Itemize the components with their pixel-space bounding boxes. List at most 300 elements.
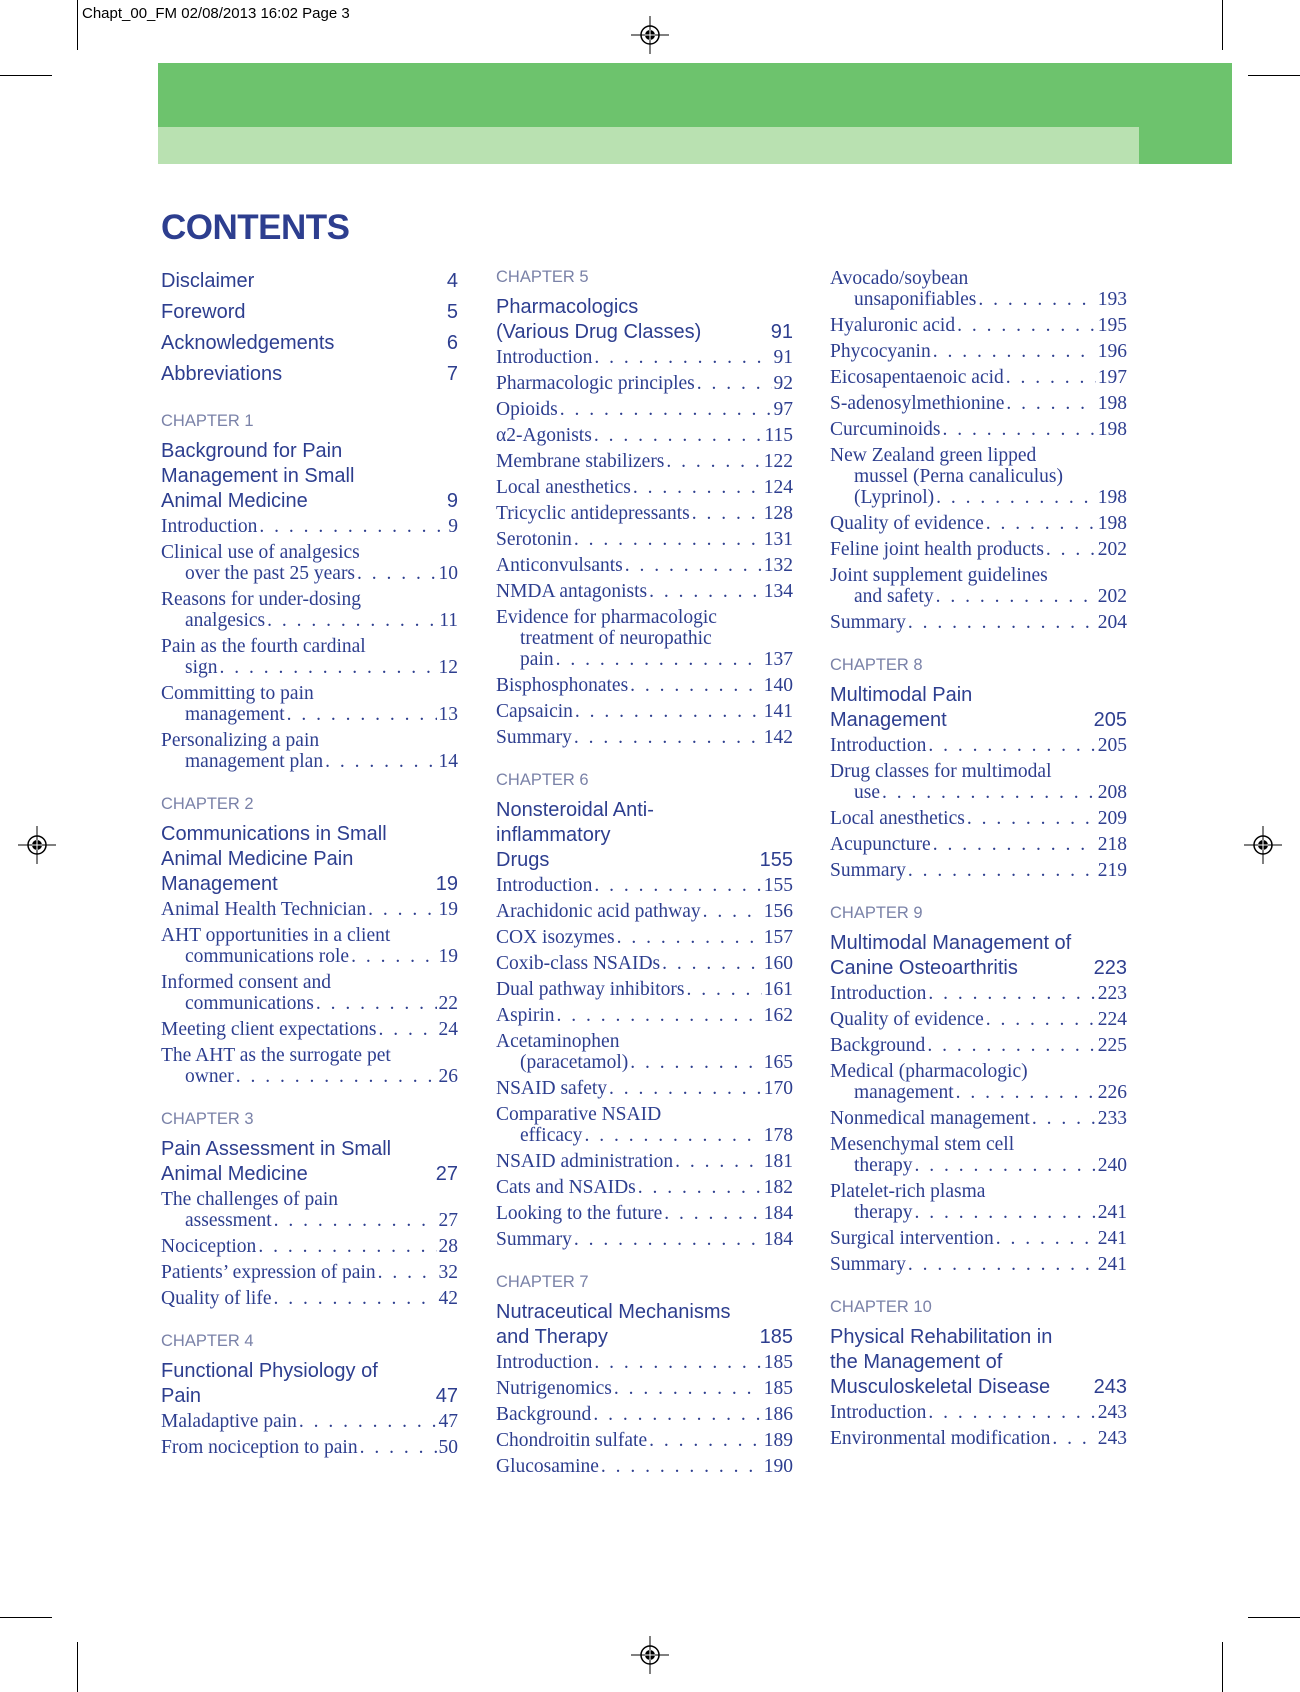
- toc-entry-line: [496, 1404, 793, 1425]
- toc-page-number: 9: [448, 516, 458, 537]
- toc-entry-text: Chondroitin sulfate: [496, 1430, 648, 1451]
- toc-entry-line: [496, 875, 793, 896]
- toc-entry: [830, 339, 1127, 365]
- toc-entry: [496, 1402, 793, 1428]
- toc-page-number: 26: [438, 1066, 458, 1087]
- chapter-page-number: 27: [435, 1163, 458, 1185]
- toc-page-number: 47: [438, 1411, 458, 1432]
- dot-leader: [908, 612, 1096, 633]
- chapter-title: [830, 931, 1127, 981]
- toc-entry-text: Introduction: [161, 516, 258, 537]
- toc-entry: [161, 514, 458, 540]
- toc-entry-text: S-adenosylmethionine: [830, 393, 1005, 414]
- chapter-title: [830, 683, 1127, 733]
- toc-entry-text: Summary: [830, 1254, 906, 1275]
- toc-entry: [496, 345, 793, 371]
- toc-entry-text: Introduction: [830, 983, 927, 1004]
- dot-leader: [956, 1082, 1096, 1103]
- toc-page-number: 124: [763, 477, 793, 498]
- registration-mark-icon: [1244, 826, 1282, 864]
- toc-page-number: 13: [438, 704, 458, 725]
- toc-entry-text: Local anesthetics: [830, 808, 965, 829]
- toc-entry-line: [830, 1061, 1127, 1082]
- front-matter-item: [161, 266, 458, 297]
- chapter-title-line: and Therapy: [496, 1326, 608, 1348]
- chapter-title-line: Animal Medicine: [161, 1163, 308, 1185]
- toc-entry-line: [161, 704, 458, 725]
- toc-page-number: 185: [763, 1378, 793, 1399]
- toc-entry: [496, 371, 793, 397]
- toc-entry-text: Introduction: [496, 1352, 593, 1373]
- toc-entry-line: [496, 477, 793, 498]
- toc-entry-line: [496, 503, 793, 524]
- toc-page-number: 165: [763, 1052, 793, 1073]
- toc-entry-text: Nociception: [161, 1236, 257, 1257]
- dot-leader: [236, 1066, 437, 1087]
- toc-entry-text: COX isozymes: [496, 927, 615, 948]
- toc-entry: [161, 1286, 458, 1312]
- toc-page-number: 170: [763, 1078, 793, 1099]
- toc-entry: [496, 699, 793, 725]
- toc-entry: [496, 1201, 793, 1227]
- toc-entry-text: Bisphosphonates: [496, 675, 629, 696]
- toc-entry-line: [830, 612, 1127, 633]
- toc-entry: [161, 728, 458, 775]
- front-matter-page: 6: [446, 332, 458, 354]
- crop-mark: [1248, 1617, 1300, 1618]
- toc-entry-line: [496, 399, 793, 420]
- chapter-section: [830, 1296, 1127, 1452]
- toc-entry-line: [496, 727, 793, 748]
- chapter-title-line: Nonsteroidal Anti-inflammatory: [496, 799, 654, 846]
- toc-entry-line: [830, 834, 1127, 855]
- dot-leader: [649, 581, 762, 602]
- front-matter-item: [161, 328, 458, 359]
- toc-entry-text: Evidence for pharmacologic: [496, 607, 717, 628]
- chapter-section: [161, 793, 458, 1090]
- toc-entry-text: Background: [830, 1035, 926, 1056]
- toc-entry-line: [161, 730, 458, 751]
- toc-entry: [830, 1106, 1127, 1132]
- toc-entry: [161, 634, 458, 681]
- chapter-label: CHAPTER 6: [496, 771, 589, 789]
- toc-page-number: 24: [438, 1019, 458, 1040]
- dot-leader: [325, 751, 436, 772]
- toc-entry-text: communications: [185, 993, 314, 1014]
- toc-entry: [496, 1029, 793, 1076]
- dot-leader: [697, 373, 772, 394]
- toc-entry: [496, 1350, 793, 1376]
- toc-entry-line: [496, 529, 793, 550]
- toc-entry-line: [496, 1052, 793, 1073]
- toc-entry-line: [161, 1066, 458, 1087]
- dot-leader: [351, 946, 436, 967]
- toc-entry-line: [830, 782, 1127, 803]
- toc-entry-line: [496, 628, 793, 649]
- toc-entry-text: Hyaluronic acid: [830, 315, 956, 336]
- toc-entry-text: Nutrigenomics: [496, 1378, 612, 1399]
- chapter-section: [830, 654, 1127, 884]
- chapter-section: [161, 1108, 458, 1312]
- dot-leader: [908, 1254, 1096, 1275]
- toc-page-number: 27: [438, 1210, 458, 1231]
- toc-entry-text: Quality of life: [161, 1288, 272, 1309]
- dot-leader: [649, 1430, 762, 1451]
- toc-entry-text: efficacy: [520, 1125, 583, 1146]
- front-matter-label: Acknowledgements: [161, 332, 335, 354]
- dot-leader: [914, 1202, 1095, 1223]
- toc-entry: [830, 759, 1127, 806]
- toc-entry: [830, 1132, 1127, 1179]
- toc-entry: [161, 1187, 458, 1234]
- chapter-section: [496, 1271, 793, 1480]
- toc-page-number: 209: [1097, 808, 1127, 829]
- chapter-title-line: Management: [161, 873, 278, 895]
- chapter-section: [830, 902, 1127, 1278]
- chapter-label: CHAPTER 3: [161, 1110, 254, 1128]
- toc-page-number: 225: [1097, 1035, 1127, 1056]
- toc-entry-text: unsaponifiables: [854, 289, 977, 310]
- toc-entry-text: therapy: [854, 1155, 913, 1176]
- toc-entry: [496, 1102, 793, 1149]
- dot-leader: [1006, 367, 1096, 388]
- dot-leader: [601, 1456, 762, 1477]
- toc-entry-line: [496, 979, 793, 1000]
- toc-entry-text: The challenges of pain: [161, 1189, 339, 1210]
- chapter-label: CHAPTER 10: [830, 1298, 932, 1316]
- toc-page-number: 184: [763, 1203, 793, 1224]
- toc-entry-text: Dual pathway inhibitors: [496, 979, 685, 1000]
- toc-entry: [496, 423, 793, 449]
- dot-leader: [368, 899, 436, 920]
- toc-entry-text: The AHT as the surrogate pet: [161, 1045, 391, 1066]
- toc-entry: [830, 1179, 1127, 1226]
- toc-page-number: 241: [1097, 1202, 1127, 1223]
- page-title: CONTENTS: [161, 208, 350, 247]
- dot-leader: [664, 1203, 761, 1224]
- toc-entry: [161, 1409, 458, 1435]
- toc-entry: [496, 527, 793, 553]
- toc-page-number: 132: [763, 555, 793, 576]
- toc-page-number: 241: [1097, 1228, 1127, 1249]
- toc-entry-line: [830, 1254, 1127, 1275]
- toc-entry-text: Comparative NSAID: [496, 1104, 662, 1125]
- toc-entry-text: (Lyprinol): [854, 487, 935, 508]
- toc-entry-text: Summary: [496, 727, 572, 748]
- toc-page-number: 224: [1097, 1009, 1127, 1030]
- toc-entry-line: [496, 701, 793, 722]
- dot-leader: [986, 1009, 1096, 1030]
- chapter-title-line: Animal Medicine: [161, 490, 308, 512]
- dot-leader: [220, 657, 437, 678]
- toc-entry-line: [830, 1082, 1127, 1103]
- toc-entry-line: [496, 1151, 793, 1172]
- toc-entry-line: [496, 675, 793, 696]
- toc-entry-line: [496, 1125, 793, 1146]
- dot-leader: [662, 953, 762, 974]
- toc-entry-text: pain: [520, 649, 554, 670]
- toc-entry-text: Mesenchymal stem cell: [830, 1134, 1015, 1155]
- toc-entry-line: [830, 1155, 1127, 1176]
- toc-entry-line: [496, 1378, 793, 1399]
- toc-entry: [161, 1043, 458, 1090]
- toc-entry: [830, 733, 1127, 759]
- toc-page-number: 160: [763, 953, 793, 974]
- toc-page-number: 92: [773, 373, 793, 394]
- dot-leader: [686, 979, 761, 1000]
- toc-entry-text: Local anesthetics: [496, 477, 631, 498]
- chapter-title-line: Drugs: [496, 849, 550, 871]
- toc-entry-line: [161, 1019, 458, 1040]
- toc-entry: [496, 673, 793, 699]
- toc-entry-line: [161, 589, 458, 610]
- toc-entry-text: Introduction: [830, 735, 927, 756]
- toc-page-number: 198: [1097, 513, 1127, 534]
- header-band-inner: [158, 127, 1139, 164]
- chapter-title-line: Pain: [161, 1385, 202, 1407]
- toc-entry: [830, 511, 1127, 537]
- toc-entry-line: [830, 565, 1127, 586]
- dot-leader: [638, 1177, 762, 1198]
- toc-entry: [496, 1454, 793, 1480]
- crop-mark: [0, 1617, 52, 1618]
- chapter-label: CHAPTER 9: [830, 904, 923, 922]
- dot-leader: [594, 347, 771, 368]
- chapter-title: [496, 1300, 793, 1350]
- chapter-title-line: Pharmacologics: [496, 296, 639, 318]
- toc-page-number: 184: [763, 1229, 793, 1250]
- chapter-label: CHAPTER 2: [161, 795, 254, 813]
- dot-leader: [625, 555, 762, 576]
- toc-entry-text: Acetaminophen: [496, 1031, 620, 1052]
- toc-entry-text: Eicosapentaenoic acid: [830, 367, 1004, 388]
- dot-leader: [274, 1210, 437, 1231]
- dot-leader: [299, 1411, 437, 1432]
- toc-entry: [496, 725, 793, 751]
- toc-page-number: 140: [763, 675, 793, 696]
- toc-entry: [830, 1400, 1127, 1426]
- front-matter-item: [161, 297, 458, 328]
- toc-entry-text: Meeting client expectations: [161, 1019, 377, 1040]
- chapter-page-number: 19: [435, 873, 458, 895]
- toc-entry-text: Environmental modification: [830, 1428, 1051, 1449]
- toc-page-number: 185: [763, 1352, 793, 1373]
- toc-entry-text: Quality of evidence: [830, 1009, 984, 1030]
- chapter-section: [496, 769, 793, 1253]
- dot-leader: [617, 927, 762, 948]
- toc-entry-text: Looking to the future: [496, 1203, 663, 1224]
- toc-entry-line: [496, 373, 793, 394]
- toc-entry: [161, 897, 458, 923]
- toc-entry-text: Personalizing a pain: [161, 730, 320, 751]
- toc-entry-line: [830, 1428, 1127, 1449]
- chapter-title: [161, 1359, 458, 1409]
- toc-entry-text: Introduction: [496, 875, 593, 896]
- toc-entry-line: [161, 993, 458, 1014]
- dot-leader: [575, 701, 762, 722]
- crop-mark: [1248, 75, 1300, 76]
- toc-entry-text: Reasons for under-dosing: [161, 589, 361, 610]
- toc-entry-line: [830, 1009, 1127, 1030]
- dot-leader: [633, 477, 762, 498]
- chapter-title-line: the Management of: [830, 1351, 1003, 1373]
- chapter-page-number: 47: [435, 1385, 458, 1407]
- toc-entry-text: Phycocyanin: [830, 341, 931, 362]
- dot-leader: [594, 1352, 761, 1373]
- dot-leader: [379, 1019, 437, 1040]
- chapter-title-line: Management in Small: [161, 465, 355, 487]
- dot-leader: [614, 1378, 762, 1399]
- toc-entry-line: [496, 607, 793, 628]
- toc-entry-text: management plan: [185, 751, 324, 772]
- chapter-title-line: Musculoskeletal Disease: [830, 1376, 1051, 1398]
- toc-entry-text: Introduction: [830, 1402, 927, 1423]
- toc-entry-line: [161, 1210, 458, 1231]
- dot-leader: [560, 399, 772, 420]
- dot-leader: [927, 1035, 1095, 1056]
- toc-entry-line: [830, 1202, 1127, 1223]
- toc-page-number: 243: [1097, 1428, 1127, 1449]
- toc-entry: [830, 981, 1127, 1007]
- chapter-title-line: Nutraceutical Mechanisms: [496, 1301, 731, 1323]
- toc-page-number: 186: [763, 1404, 793, 1425]
- toc-page-number: 205: [1097, 735, 1127, 756]
- toc-page-number: 32: [438, 1262, 458, 1283]
- toc-entry-text: Acupuncture: [830, 834, 931, 855]
- toc-entry: [496, 1428, 793, 1454]
- dot-leader: [574, 529, 762, 550]
- toc-entry-line: [161, 636, 458, 657]
- toc-entry-line: [161, 516, 458, 537]
- toc-entry-text: Joint supplement guidelines: [830, 565, 1048, 586]
- toc-entry: [496, 579, 793, 605]
- toc-column-3: [830, 266, 1127, 1470]
- dot-leader: [357, 563, 436, 584]
- dot-leader: [1006, 393, 1095, 414]
- toc-page-number: 198: [1097, 487, 1127, 508]
- toc-entry: [830, 365, 1127, 391]
- toc-entry: [830, 1007, 1127, 1033]
- toc-entry: [496, 397, 793, 423]
- toc-page-number: 161: [763, 979, 793, 1000]
- toc-entry-line: [496, 953, 793, 974]
- toc-entry-line: [496, 451, 793, 472]
- toc-entry: [830, 313, 1127, 339]
- dot-leader: [986, 513, 1096, 534]
- toc-entry-line: [496, 901, 793, 922]
- toc-entry-line: [496, 1005, 793, 1026]
- toc-page-number: 19: [438, 899, 458, 920]
- toc-page-number: 22: [438, 993, 458, 1014]
- toc-page-number: 202: [1097, 586, 1127, 607]
- toc-entry-line: [496, 555, 793, 576]
- toc-entry-text: Anticonvulsants: [496, 555, 623, 576]
- chapter-page-number: 185: [759, 1326, 793, 1348]
- toc-entry: [496, 449, 793, 475]
- toc-entry-line: [161, 542, 458, 563]
- toc-entry: [830, 1033, 1127, 1059]
- toc-entry-text: management: [185, 704, 285, 725]
- toc-entry-text: AHT opportunities in a client: [161, 925, 391, 946]
- toc-entry-line: [830, 1402, 1127, 1423]
- front-matter-label: Foreword: [161, 301, 246, 323]
- chapter-title-line: Canine Osteoarthritis: [830, 957, 1018, 979]
- toc-entry-text: Summary: [830, 612, 906, 633]
- dot-leader: [630, 1052, 761, 1073]
- toc-page-number: 131: [763, 529, 793, 550]
- toc-entry-text: Platelet-rich plasma: [830, 1181, 986, 1202]
- chapter-section: [161, 410, 458, 775]
- toc-entry-text: Quality of evidence: [830, 513, 984, 534]
- dot-leader: [692, 503, 762, 524]
- toc-entry-line: [830, 445, 1127, 466]
- dot-leader: [978, 289, 1095, 310]
- chapter-title-line: Pain Assessment in Small: [161, 1138, 392, 1160]
- toc-page-number: 226: [1097, 1082, 1127, 1103]
- dot-leader: [316, 993, 437, 1014]
- chapter-page-number: 9: [446, 490, 458, 512]
- toc-page-number: 14: [438, 751, 458, 772]
- dot-leader: [1046, 539, 1096, 560]
- front-matter-item: [161, 359, 458, 390]
- toc-entry-line: [496, 1352, 793, 1373]
- toc-entry: [496, 873, 793, 899]
- toc-page-number: 11: [439, 610, 458, 631]
- toc-page-number: 218: [1097, 834, 1127, 855]
- toc-entry: [496, 475, 793, 501]
- toc-entry: [161, 681, 458, 728]
- toc-entry-line: [830, 983, 1127, 1004]
- toc-entry-text: Summary: [496, 1229, 572, 1250]
- toc-entry: [830, 563, 1127, 610]
- toc-page-number: 178: [763, 1125, 793, 1146]
- chapter-section: [161, 1330, 458, 1461]
- toc-entry-line: [496, 581, 793, 602]
- front-matter-list: [161, 266, 458, 390]
- dot-leader: [703, 901, 762, 922]
- toc-entry-line: [830, 393, 1127, 414]
- toc-entry-text: Capsaicin: [496, 701, 573, 722]
- toc-entry-text: NSAID safety: [496, 1078, 608, 1099]
- toc-page-number: 196: [1097, 341, 1127, 362]
- toc-entry: [496, 1376, 793, 1402]
- toc-column-1: [161, 266, 458, 1479]
- dot-leader: [914, 1155, 1095, 1176]
- dot-leader: [666, 451, 761, 472]
- toc-entry-line: [830, 1228, 1127, 1249]
- dot-leader: [933, 341, 1096, 362]
- toc-entry-line: [830, 1181, 1127, 1202]
- toc-entry: [161, 1234, 458, 1260]
- dot-leader: [378, 1262, 437, 1283]
- toc-entry: [161, 1260, 458, 1286]
- front-matter-page: 7: [446, 363, 458, 385]
- toc-page-number: 208: [1097, 782, 1127, 803]
- toc-entry-text: Summary: [830, 860, 906, 881]
- toc-entry: [830, 443, 1127, 511]
- chapter-section: [496, 266, 793, 751]
- toc-entry: [161, 1017, 458, 1043]
- chapter-title-line: Management: [830, 709, 947, 731]
- toc-entry-text: Tricyclic antidepressants: [496, 503, 690, 524]
- toc-entry-text: communications role: [185, 946, 350, 967]
- toc-entry-line: [830, 808, 1127, 829]
- chapter-section: [830, 266, 1127, 636]
- dot-leader: [557, 1005, 762, 1026]
- toc-entry: [830, 537, 1127, 563]
- toc-entry-line: [496, 1078, 793, 1099]
- toc-entry: [496, 553, 793, 579]
